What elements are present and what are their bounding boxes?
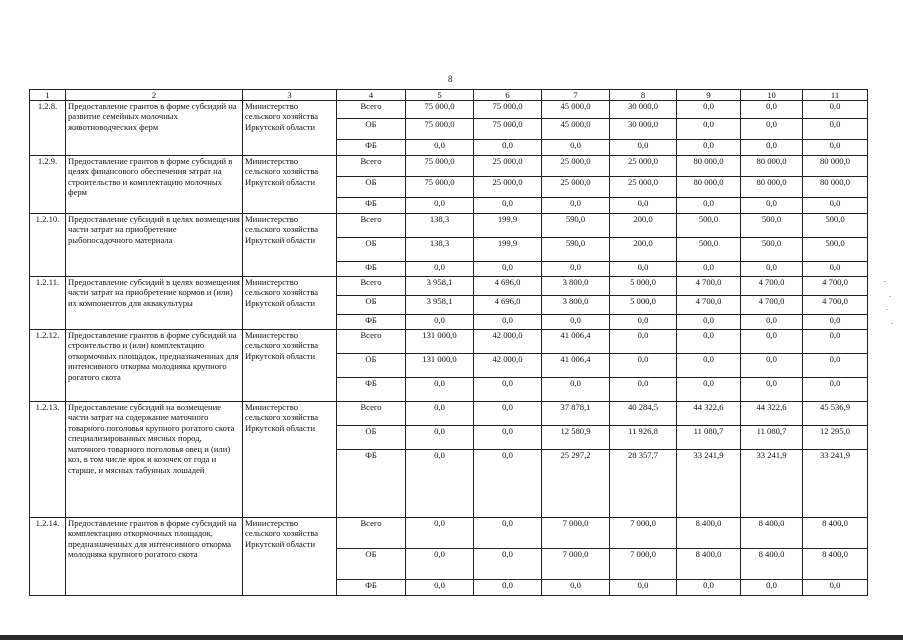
funding-value: 8 400,0: [741, 518, 803, 549]
funding-value: 0,0: [610, 198, 677, 214]
funding-value: 0,0: [803, 378, 868, 402]
funding-value: 0,0: [741, 330, 803, 354]
funding-value: 0,0: [677, 315, 741, 330]
funding-source: ФБ: [337, 262, 406, 277]
funding-value: 131 000,0: [406, 354, 474, 378]
funding-value: 500,0: [677, 238, 741, 262]
funding-value: 41 006,4: [542, 354, 610, 378]
funding-value: 7 000,0: [610, 518, 677, 549]
measure-description: Предоставление грантов в форме субсидий в целях финансового обеспечения затрат на строительство и комплектацию молочных ферм: [66, 156, 243, 214]
funding-value: 0,0: [741, 198, 803, 214]
table-row: [30, 214, 868, 238]
funding-value: 0,0: [610, 315, 677, 330]
funding-value: 0,0: [610, 140, 677, 156]
funding-value: 0,0: [406, 518, 474, 549]
funding-value: 25 000,0: [474, 177, 542, 198]
page-number: 8: [448, 74, 453, 84]
funding-value: 7 000,0: [542, 518, 610, 549]
item-number: 1.2.14.: [30, 518, 66, 596]
funding-value: 44 322,6: [677, 402, 741, 426]
funding-value: 131 000,0: [406, 330, 474, 354]
funding-value: 590,0: [542, 214, 610, 238]
column-number-row: [30, 90, 868, 101]
table-row: [30, 156, 868, 177]
funding-value: 25 000,0: [474, 156, 542, 177]
funding-value: 80 000,0: [803, 156, 868, 177]
funding-value: 0,0: [677, 140, 741, 156]
funding-source: ФБ: [337, 315, 406, 330]
funding-value: 12 580,9: [542, 426, 610, 450]
funding-value: 75 000,0: [474, 119, 542, 140]
funding-value: 4 700,0: [803, 277, 868, 296]
funding-value: 80 000,0: [677, 177, 741, 198]
funding-value: 4 696,0: [474, 277, 542, 296]
funding-value: 0,0: [406, 426, 474, 450]
funding-value: 8 400,0: [677, 549, 741, 580]
column-number-cell: 1: [30, 90, 66, 101]
executor: Министерство сельского хозяйства Иркутской области: [243, 518, 337, 596]
funding-value: 0,0: [474, 518, 542, 549]
funding-value: 0,0: [803, 119, 868, 140]
funding-value: 0,0: [474, 426, 542, 450]
funding-source: ОБ: [337, 426, 406, 450]
funding-value: 0,0: [406, 580, 474, 596]
funding-value: 25 297,2: [542, 450, 610, 518]
funding-source: ФБ: [337, 198, 406, 214]
funding-value: 0,0: [610, 378, 677, 402]
funding-value: 0,0: [406, 450, 474, 518]
funding-value: 3 800,0: [542, 277, 610, 296]
funding-value: 33 241,9: [677, 450, 741, 518]
funding-value: 0,0: [474, 450, 542, 518]
funding-value: 0,0: [741, 101, 803, 119]
funding-value: 0,0: [677, 330, 741, 354]
column-number-cell: 2: [66, 90, 243, 101]
funding-value: 80 000,0: [741, 177, 803, 198]
measure-description: Предоставление грантов в форме субсидий на строительство и (или) комплектацию откормочных площадок, предназначенных для интенсивного откорма молодняка крупного рогатого скота: [66, 330, 243, 402]
measure-description: Предоставление грантов в форме субсидий на развитие семейных молочных животноводческих ферм: [66, 101, 243, 156]
funding-value: 199,9: [474, 238, 542, 262]
funding-value: 80 000,0: [741, 156, 803, 177]
funding-value: 4 700,0: [741, 277, 803, 296]
funding-value: 0,0: [474, 580, 542, 596]
funding-value: 0,0: [406, 315, 474, 330]
funding-value: 0,0: [474, 262, 542, 277]
column-number-cell: 4: [337, 90, 406, 101]
funding-value: 3 800,0: [542, 296, 610, 315]
funding-value: 25 000,0: [542, 156, 610, 177]
funding-value: 4 696,0: [474, 296, 542, 315]
funding-value: 33 241,9: [803, 450, 868, 518]
program-funding-table: [29, 89, 868, 596]
funding-value: 3 958,1: [406, 296, 474, 315]
funding-value: 0,0: [406, 262, 474, 277]
funding-value: 30 000,0: [610, 101, 677, 119]
funding-value: 0,0: [406, 198, 474, 214]
funding-value: 0,0: [677, 580, 741, 596]
funding-value: 0,0: [406, 402, 474, 426]
funding-value: 28 357,7: [610, 450, 677, 518]
funding-value: 4 700,0: [677, 277, 741, 296]
funding-value: 0,0: [677, 119, 741, 140]
funding-value: 0,0: [803, 140, 868, 156]
funding-value: 80 000,0: [803, 177, 868, 198]
table-row: [30, 402, 868, 426]
funding-value: 138,3: [406, 214, 474, 238]
funding-value: 45 000,0: [542, 119, 610, 140]
funding-value: 0,0: [474, 198, 542, 214]
funding-value: 0,0: [741, 354, 803, 378]
funding-value: 41 006,4: [542, 330, 610, 354]
funding-value: 0,0: [803, 580, 868, 596]
column-number-cell: 6: [474, 90, 542, 101]
funding-source: Всего: [337, 214, 406, 238]
funding-value: 199,9: [474, 214, 542, 238]
column-number-cell: 11: [803, 90, 868, 101]
funding-value: 8 400,0: [803, 549, 868, 580]
funding-value: 0,0: [474, 378, 542, 402]
funding-value: 11 926,8: [610, 426, 677, 450]
funding-source: ОБ: [337, 119, 406, 140]
funding-source: ФБ: [337, 450, 406, 518]
funding-value: 33 241,9: [741, 450, 803, 518]
item-number: 1.2.9.: [30, 156, 66, 214]
funding-value: 25 000,0: [610, 177, 677, 198]
executor: Министерство сельского хозяйства Иркутской области: [243, 330, 337, 402]
column-number-cell: 3: [243, 90, 337, 101]
executor: Министерство сельского хозяйства Иркутской области: [243, 402, 337, 518]
funding-source: ОБ: [337, 238, 406, 262]
funding-value: 8 400,0: [741, 549, 803, 580]
funding-value: 0,0: [741, 262, 803, 277]
funding-value: 45 536,9: [803, 402, 868, 426]
funding-value: 200,0: [610, 238, 677, 262]
funding-value: 25 000,0: [610, 156, 677, 177]
funding-value: 0,0: [741, 315, 803, 330]
table-row: [30, 277, 868, 296]
funding-value: 0,0: [542, 315, 610, 330]
funding-value: 5 000,0: [610, 296, 677, 315]
funding-value: 0,0: [610, 354, 677, 378]
funding-value: 0,0: [803, 101, 868, 119]
executor: Министерство сельского хозяйства Иркутской области: [243, 277, 337, 330]
funding-source: ФБ: [337, 140, 406, 156]
funding-value: 0,0: [542, 580, 610, 596]
funding-value: 200,0: [610, 214, 677, 238]
funding-value: 0,0: [474, 549, 542, 580]
funding-value: 0,0: [406, 140, 474, 156]
funding-value: 4 700,0: [677, 296, 741, 315]
funding-value: 0,0: [542, 378, 610, 402]
funding-value: 25 000,0: [542, 177, 610, 198]
column-number-cell: 7: [542, 90, 610, 101]
funding-value: 500,0: [741, 238, 803, 262]
funding-source: ФБ: [337, 378, 406, 402]
item-number: 1.2.13.: [30, 402, 66, 518]
table-row: [30, 101, 868, 119]
scan-edge: [0, 635, 903, 640]
funding-value: 0,0: [741, 140, 803, 156]
funding-source: ОБ: [337, 549, 406, 580]
funding-value: 11 080,7: [741, 426, 803, 450]
item-number: 1.2.10.: [30, 214, 66, 277]
funding-value: 590,0: [542, 238, 610, 262]
funding-value: 7 000,0: [610, 549, 677, 580]
item-number: 1.2.11.: [30, 277, 66, 330]
funding-value: 0,0: [741, 378, 803, 402]
funding-source: Всего: [337, 277, 406, 296]
funding-value: 0,0: [474, 402, 542, 426]
funding-value: 0,0: [803, 262, 868, 277]
funding-value: 75 000,0: [406, 119, 474, 140]
funding-value: 0,0: [474, 315, 542, 330]
funding-value: 0,0: [803, 330, 868, 354]
funding-value: 0,0: [610, 580, 677, 596]
funding-value: 75 000,0: [406, 101, 474, 119]
funding-source: ОБ: [337, 296, 406, 315]
funding-source: ОБ: [337, 354, 406, 378]
funding-value: 0,0: [542, 140, 610, 156]
funding-value: 0,0: [542, 262, 610, 277]
funding-value: 0,0: [741, 119, 803, 140]
funding-value: 4 700,0: [741, 296, 803, 315]
funding-value: 5 000,0: [610, 277, 677, 296]
funding-value: 138,3: [406, 238, 474, 262]
funding-value: 0,0: [610, 262, 677, 277]
funding-value: 0,0: [803, 315, 868, 330]
funding-value: 75 000,0: [406, 177, 474, 198]
funding-value: 0,0: [610, 330, 677, 354]
column-number-cell: 8: [610, 90, 677, 101]
funding-value: 0,0: [406, 549, 474, 580]
item-number: 1.2.12.: [30, 330, 66, 402]
funding-value: 44 322,6: [741, 402, 803, 426]
funding-value: 0,0: [741, 580, 803, 596]
funding-source: ФБ: [337, 580, 406, 596]
funding-value: 8 400,0: [677, 518, 741, 549]
executor: Министерство сельского хозяйства Иркутской области: [243, 156, 337, 214]
executor: Министерство сельского хозяйства Иркутской области: [243, 214, 337, 277]
funding-source: Всего: [337, 101, 406, 119]
funding-value: 0,0: [803, 354, 868, 378]
funding-source: ОБ: [337, 177, 406, 198]
executor: Министерство сельского хозяйства Иркутской области: [243, 101, 337, 156]
funding-value: 3 958,1: [406, 277, 474, 296]
measure-description: Предоставление субсидий в целях возмещения части затрат на приобретение рыбопосадочного материала: [66, 214, 243, 277]
funding-source: Всего: [337, 518, 406, 549]
funding-value: 42 000,0: [474, 330, 542, 354]
funding-value: 11 080,7: [677, 426, 741, 450]
funding-value: 0,0: [406, 378, 474, 402]
funding-value: 0,0: [677, 378, 741, 402]
funding-value: 30 000,0: [610, 119, 677, 140]
funding-value: 12 295,0: [803, 426, 868, 450]
funding-source: Всего: [337, 156, 406, 177]
funding-value: 37 878,1: [542, 402, 610, 426]
funding-value: 0,0: [677, 198, 741, 214]
funding-value: 0,0: [474, 140, 542, 156]
funding-value: 8 400,0: [803, 518, 868, 549]
funding-source: Всего: [337, 330, 406, 354]
funding-value: 0,0: [677, 101, 741, 119]
funding-value: 500,0: [677, 214, 741, 238]
funding-value: 500,0: [741, 214, 803, 238]
funding-value: 7 000,0: [542, 549, 610, 580]
funding-value: 75 000,0: [474, 101, 542, 119]
item-number: 1.2.8.: [30, 101, 66, 156]
funding-value: 0,0: [677, 262, 741, 277]
funding-value: 42 000,0: [474, 354, 542, 378]
funding-source: Всего: [337, 402, 406, 426]
funding-value: 500,0: [803, 214, 868, 238]
funding-value: 45 000,0: [542, 101, 610, 119]
measure-description: Предоставление грантов в форме субсидий на комплектацию откормочных площадок, предназначенных для интенсивного откорма молодняка крупного рогатого скота: [66, 518, 243, 596]
funding-value: 4 700,0: [803, 296, 868, 315]
measure-description: Предоставление субсидий в целях возмещения части затрат на приобретение кормов и (или) их компонентов для аквакультуры: [66, 277, 243, 330]
funding-value: 0,0: [542, 198, 610, 214]
measure-description: Предоставление субсидий на возмещение части затрат на содержание маточного товарного поголовья крупного рогатого скота специализированных мясных пород, маточного товарного поголовья овец и (или) коз, в том числе ярок и козочек от года и старше, и мясных табунных лошадей: [66, 402, 243, 518]
table-row: [30, 518, 868, 549]
column-number-cell: 9: [677, 90, 741, 101]
funding-value: 500,0: [803, 238, 868, 262]
column-number-cell: 10: [741, 90, 803, 101]
table-row: [30, 330, 868, 354]
funding-value: 80 000,0: [677, 156, 741, 177]
funding-value: 0,0: [677, 354, 741, 378]
column-number-cell: 5: [406, 90, 474, 101]
funding-value: 0,0: [803, 198, 868, 214]
funding-value: 75 000,0: [406, 156, 474, 177]
funding-value: 40 284,5: [610, 402, 677, 426]
